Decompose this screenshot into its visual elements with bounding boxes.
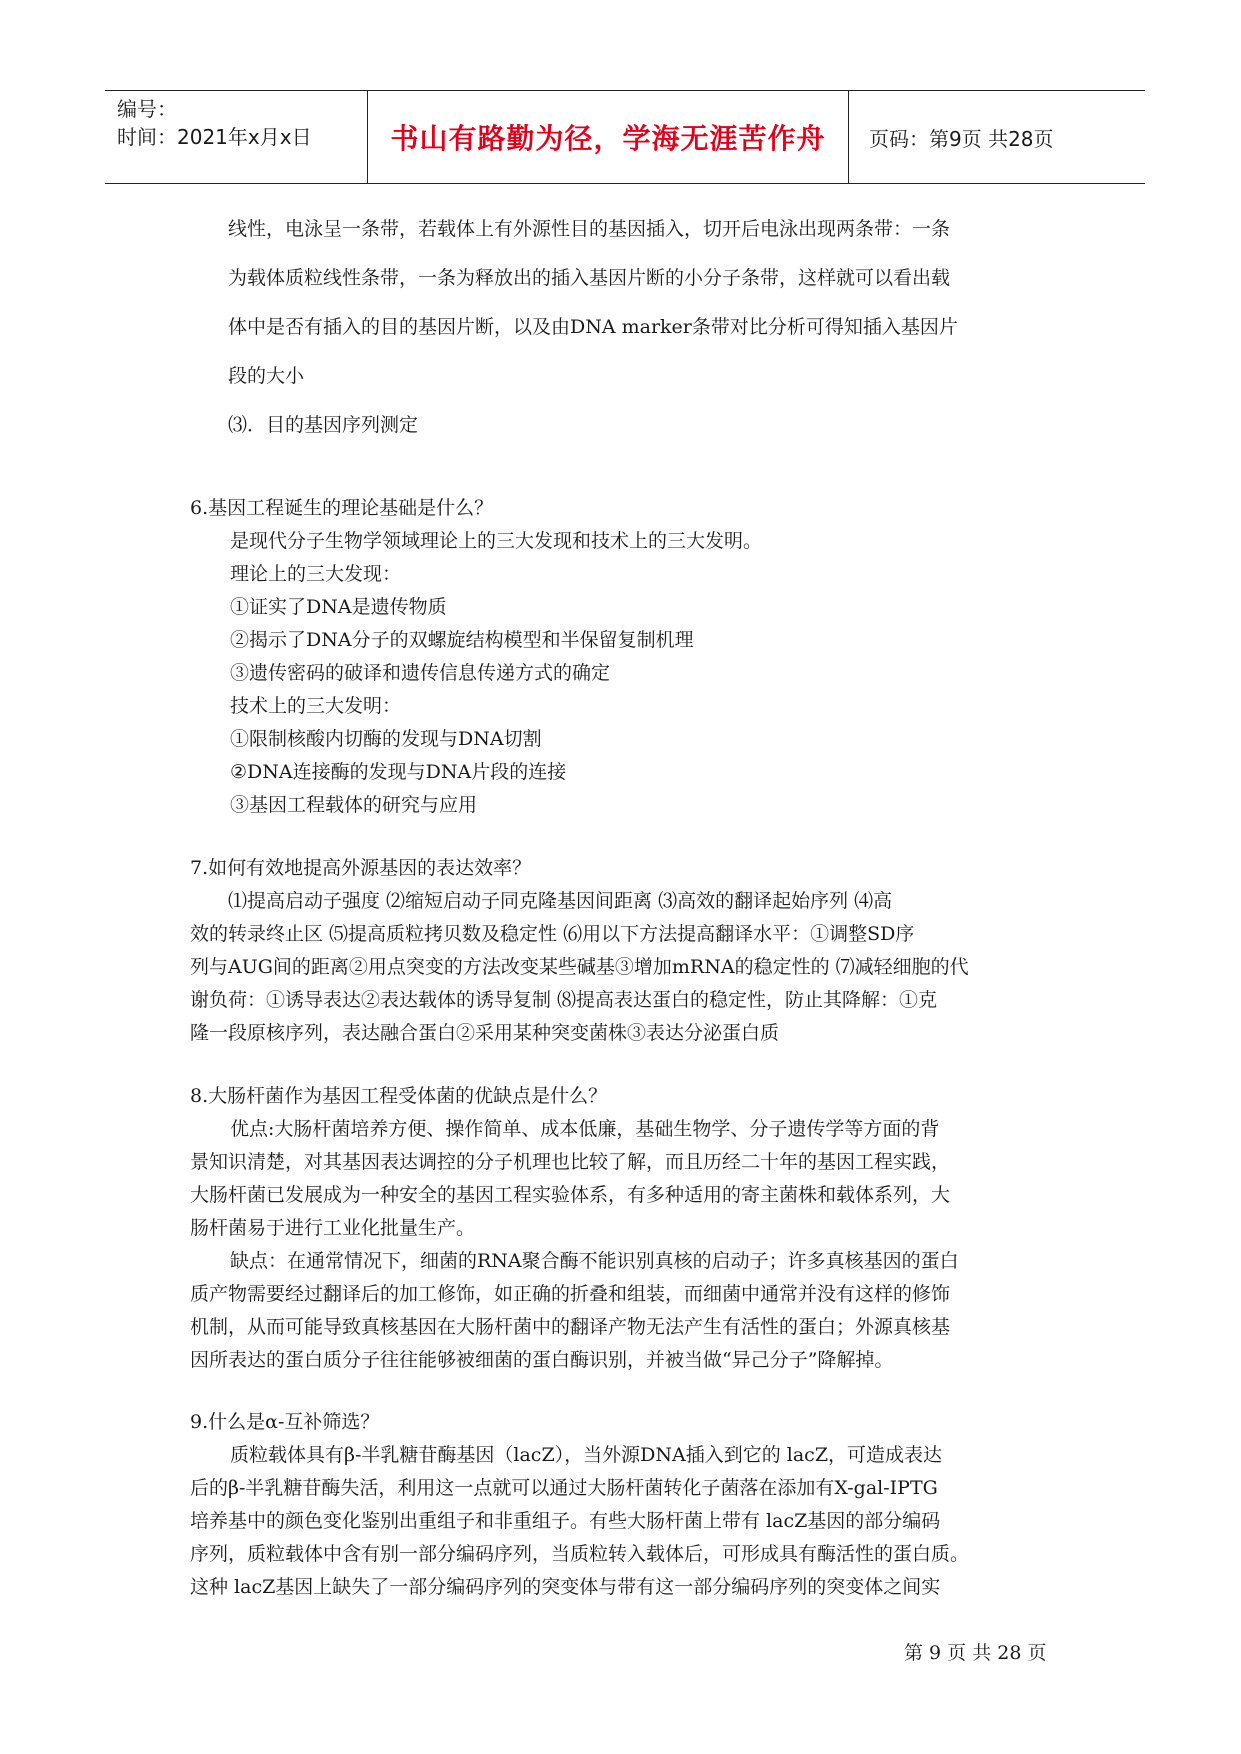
text-line: ②揭示了DNA分子的双螺旋结构模型和半保留复制机理 (230, 629, 694, 651)
question-title: 7.如何有效地提高外源基因的表达效率？ (190, 857, 532, 879)
question-6 (190, 492, 1060, 822)
intro-section (190, 205, 1060, 450)
text-line: 大肠杆菌已发展成为一种安全的基因工程实验体系，有多种适用的寄主菌株和载体系列，大 (190, 1184, 951, 1206)
text-line: 体中是否有插入的目的基因片断，以及由DNA marker条带对比分析可得知插入基因片 (228, 316, 958, 338)
question-8 (190, 1080, 1060, 1377)
text-line: ②DNA连接酶的发现与DNA片段的连接 (230, 761, 567, 783)
text-line: 是现代分子生物学领域理论上的三大发现和技术上的三大发明。 (230, 530, 763, 552)
text-line: 序列，质粒载体中含有别一部分编码序列，当质粒转入载体后，可形成具有酶活性的蛋白质。 (190, 1543, 970, 1565)
text-line: 效的转录终止区 ⑸提高质粒拷贝数及稳定性 ⑹用以下方法提高翻译水平：①调整SD序 (190, 923, 915, 945)
text-line: 谢负荷：①诱导表达②表达载体的诱导复制 ⑻提高表达蛋白的稳定性，防止其降解：①克 (190, 989, 938, 1011)
page-header (105, 90, 1145, 184)
text-line: 隆一段原核序列，表达融合蛋白②采用某种突变菌株③表达分泌蛋白质 (190, 1022, 780, 1044)
text-line: 理论上的三大发现： (230, 563, 402, 585)
text-line: 这种 lacZ基因上缺失了一部分编码序列的突变体与带有这一部分编码序列的突变体之间实 (190, 1576, 941, 1598)
text-line: 质产物需要经过翻译后的加工修饰，如正确的折叠和组装，而细菌中通常并没有这样的修饰 (190, 1283, 951, 1305)
text-line: 为载体质粒线性条带，一条为释放出的插入基因片断的小分子条带，这样就可以看出载 (228, 267, 951, 289)
header-left-cell (105, 91, 368, 183)
text-line: ③遗传密码的破译和遗传信息传递方式的确定 (230, 662, 611, 684)
text-line: 因所表达的蛋白质分子往往能够被细菌的蛋白酶识别，并被当做“异己分子”降解掉。 (190, 1349, 894, 1371)
text-line: 段的大小 (228, 365, 305, 387)
question-title: 9.什么是α-互补筛选？ (190, 1411, 380, 1433)
question-title: 6.基因工程诞生的理论基础是什么？ (190, 497, 494, 519)
time-label: 时间：2021年x月x日 (117, 125, 312, 149)
question-7 (190, 852, 1060, 1050)
text-line: 后的β-半乳糖苷酶失活，利用这一点就可以通过大肠杆菌转化子菌落在添加有X-gal-IPTG (190, 1477, 938, 1499)
text-line: 技术上的三大发明： (230, 695, 402, 717)
text-line: ①证实了DNA是遗传物质 (230, 596, 447, 618)
text-line: 优点:大肠杆菌培养方便、操作简单、成本低廉，基础生物学、分子遗传学等方面的背 (230, 1118, 940, 1140)
question-9 (190, 1406, 1060, 1604)
page-info: 页码：第9页 共28页 (869, 126, 1054, 151)
text-line: 线性，电泳呈一条带，若载体上有外源性目的基因插入，切开后电泳出现两条带：一条 (228, 218, 951, 240)
text-line: 缺点：在通常情况下，细菌的RNA聚合酶不能识别真核的启动子；许多真核基因的蛋白 (230, 1250, 959, 1272)
text-line: 培养基中的颜色变化鉴别出重组子和非重组子。有些大肠杆菌上带有 lacZ基因的部分编码 (190, 1510, 941, 1532)
question-title: 8.大肠杆菌作为基因工程受体菌的优缺点是什么？ (190, 1085, 608, 1107)
text-line: ⑴提高启动子强度 ⑵缩短启动子同克隆基因间距离 ⑶高效的翻译起始序列 ⑷高 (228, 890, 893, 912)
text-line: ③基因工程载体的研究与应用 (230, 794, 478, 816)
text-line: 景知识清楚，对其基因表达调控的分子机理也比较了解，而且历经二十年的基因工程实践， (190, 1151, 951, 1173)
number-label: 编号： (117, 97, 177, 121)
text-line: 列与AUG间的距离②用点突变的方法改变某些碱基③增加mRNA的稳定性的 ⑺减轻细胞的代 (190, 956, 969, 978)
text-line: 肠杆菌易于进行工业化批量生产。 (190, 1217, 476, 1239)
page-footer: 第 9 页 共 28 页 (904, 1642, 1047, 1664)
motto: 书山有路勤为径，学海无涯苦作舟 (390, 122, 826, 155)
text-line: ①限制核酸内切酶的发现与DNA切割 (230, 728, 542, 750)
text-line: 质粒载体具有β-半乳糖苷酶基因（lacZ），当外源DNA插入到它的 lacZ，可造成表达 (230, 1444, 943, 1466)
text-line: ⑶．目的基因序列测定 (228, 414, 419, 436)
header-right-cell (849, 91, 1145, 183)
header-middle-cell (368, 91, 849, 183)
text-line: 机制，从而可能导致真核基因在大肠杆菌中的翻译产物无法产生有活性的蛋白；外源真核基 (190, 1316, 951, 1338)
